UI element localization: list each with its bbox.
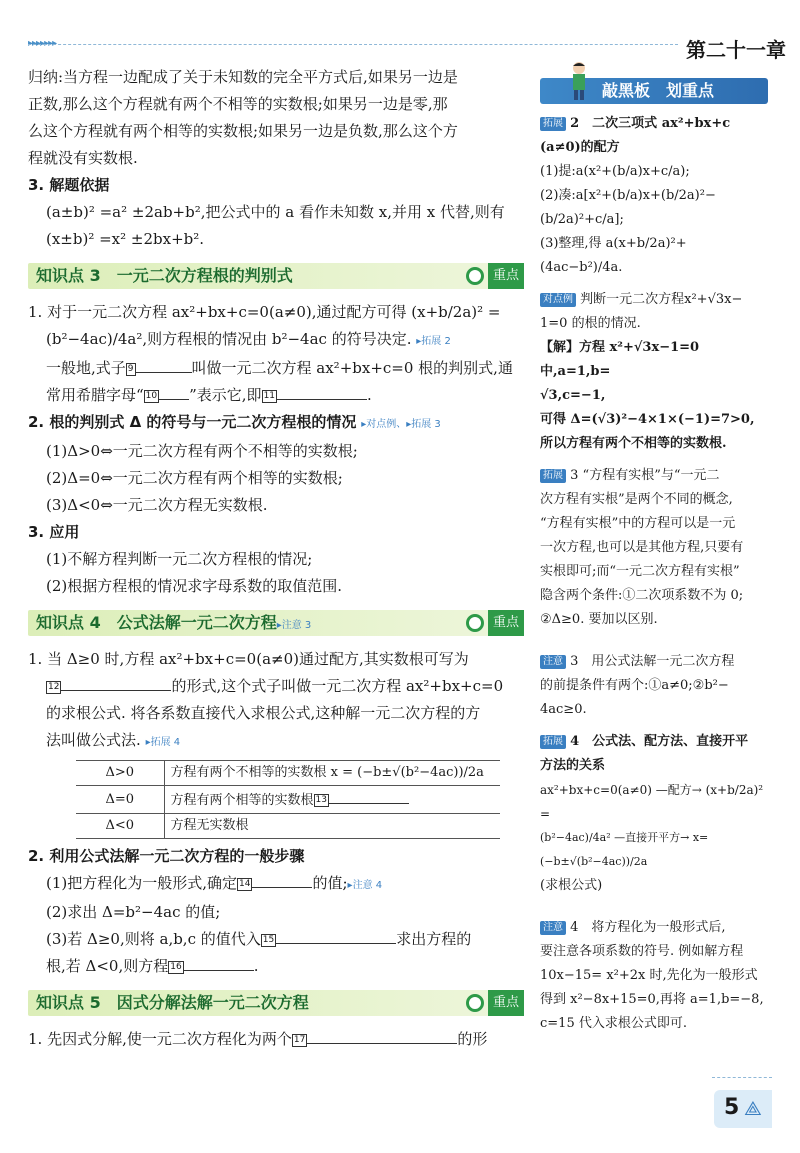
note-4-line: c=15 代入求根公式即可. bbox=[540, 1016, 687, 1031]
kp5-item1a: 1. 先因式分解,使一元二次方程化为两个 bbox=[28, 1030, 292, 1048]
kp3-item3-use: (2)根据方程根的情况求字母系数的取值范围. bbox=[46, 577, 343, 595]
kp3-item2-case: (1)Δ>0⇔一元二次方程有两个不相等的实数根; bbox=[46, 442, 358, 460]
basis-line-2: (x±b)² =x² ±2bx+b². bbox=[46, 230, 205, 248]
note-4-line: 要注意各项系数的符号. 例如解方程 bbox=[540, 944, 744, 959]
kp3-item1-line3b: 叫做一元二次方程 ax²+bx+c=0 根的判别式,通 bbox=[191, 359, 513, 377]
note-tag: 注意 bbox=[540, 921, 566, 935]
example-answer: √3,c=−1, bbox=[540, 388, 606, 403]
key-point-badge: 重点 bbox=[488, 990, 524, 1016]
extension-3-line: 次方程有实根”是两个不同的概念, bbox=[540, 492, 733, 507]
kp3-item1-line3 bbox=[28, 355, 524, 382]
summary-line: 正数,那么这个方程就有两个不相等的实数根;如果另一边是零,那 bbox=[28, 95, 448, 113]
extension-2-link[interactable]: ▸拓展 2 bbox=[416, 336, 451, 347]
example-heading bbox=[540, 288, 768, 312]
blank-number-16: 16 bbox=[170, 961, 182, 972]
kp3-item1-line1: 1. 对于一元二次方程 ax²+bx+c=0(a≠0),通过配方可得 (x+b/2a)² = bbox=[28, 303, 501, 321]
note-4-line: 4 将方程化为一般形式后, bbox=[570, 920, 726, 935]
fill-blank-9[interactable] bbox=[136, 357, 192, 373]
basis-title: 3. 解题依据 bbox=[28, 176, 110, 194]
knowledge-point-5-banner bbox=[28, 990, 524, 1016]
main-column bbox=[28, 64, 524, 1053]
table-result-text: 方程有两个相等的实数根 bbox=[170, 793, 314, 808]
extension-2-heading bbox=[540, 112, 768, 136]
note-4-line: 10x−15= x²+2x 时,先化为一般形式 bbox=[540, 968, 758, 983]
blank-number-15: 15 bbox=[262, 934, 275, 945]
summary-line: 归纳:当方程一边配成了关于未知数的完全平方式后,如果另一边是 bbox=[28, 68, 458, 86]
note-4-link[interactable]: ▸注意 4 bbox=[347, 880, 383, 891]
kp3-item3-use: (1)不解方程判断一元二次方程根的情况; bbox=[46, 550, 313, 568]
kp4-step-4a: 根,若 Δ<0,则方程 bbox=[46, 957, 169, 975]
blank-number-13: 13 bbox=[315, 795, 327, 805]
example-question-1: 判断一元二次方程x²+√3x− bbox=[580, 292, 743, 307]
blank-number-9: 9 bbox=[127, 363, 134, 374]
blank-number-11: 11 bbox=[263, 390, 276, 401]
extension-3-line: 一次方程,也可以是其他方程,只要有 bbox=[540, 540, 744, 555]
note-4-line: 得到 x²−8x+15=0,再将 a=1,b=−8, bbox=[540, 992, 764, 1007]
extension-3-line: ②Δ≥0. 要加以区别. bbox=[540, 612, 658, 627]
note-3-line: 3 用公式法解一元二次方程 bbox=[570, 654, 735, 669]
extension-3-heading bbox=[540, 464, 768, 488]
table-cell-condition: Δ>0 bbox=[76, 761, 164, 786]
kp4-item1-line2-text: 的形式,这个式子叫做一元二次方程 ax²+bx+c=0 bbox=[171, 677, 504, 695]
sidebar-title: 敲黑板 划重点 bbox=[602, 81, 715, 100]
extension-2-step: (2)凑:a[x²+(b/a)x+(b/2a)²− bbox=[540, 188, 716, 203]
note-3-link[interactable]: ▸注意 3 bbox=[276, 620, 312, 631]
example-answer: 【解】方程 x²+√3x−1=0 中,a=1,b= bbox=[540, 340, 700, 379]
note-4-heading bbox=[540, 916, 768, 940]
extension-tag: 拓展 bbox=[540, 469, 566, 483]
fill-blank-13[interactable] bbox=[329, 788, 409, 804]
kp3-item1-line2 bbox=[28, 326, 524, 355]
kp3-item2-case: (3)Δ<0⇔一元二次方程无实数根. bbox=[46, 496, 268, 514]
root-cases-table bbox=[76, 760, 500, 839]
fill-blank-17[interactable] bbox=[307, 1028, 457, 1044]
kp3-item1-line3a: 一般地,式子 bbox=[46, 359, 126, 377]
header-arrows-decoration: ▸▸▸▸▸▸▸ bbox=[28, 38, 57, 49]
footer-dashed-line bbox=[712, 1077, 772, 1078]
target-icon bbox=[466, 994, 484, 1012]
note-3-line: 4ac≥0. bbox=[540, 702, 587, 717]
kp3-item1-line2-text: (b²−4ac)/4a²,则方程根的情况由 b²−4ac 的符号决定. bbox=[46, 330, 412, 348]
kp4-item1-line4 bbox=[28, 727, 524, 756]
table-cell-result: 方程有两个不相等的实数根 x = (−b±√(b²−4ac))/2a bbox=[164, 761, 500, 786]
extension-4-link[interactable]: ▸拓展 4 bbox=[145, 737, 181, 748]
compass-logo-icon: ⟁ bbox=[744, 1096, 762, 1120]
kp4-step-3-cont: 根,若 Δ<0,则方程 16 . bbox=[46, 957, 259, 975]
fill-blank-10[interactable] bbox=[159, 384, 189, 400]
note-3-line: 的前提条件有两个:①a≠0;②b²− bbox=[540, 678, 729, 693]
kp4-title-text: 知识点 4 公式法解一元二次方程 bbox=[36, 613, 277, 632]
kp3-item1-line4: 常用希腊字母“ 10 ”表示它,即 11 . bbox=[46, 386, 372, 404]
kp4-step-1b: 的值; bbox=[312, 874, 348, 892]
kp3-item1-line4a: 常用希腊字母“ bbox=[46, 386, 144, 404]
fill-blank-14[interactable] bbox=[252, 872, 312, 888]
summary-line: 么这个方程就有两个相等的实数根;如果另一边是负数,那么这个方 bbox=[28, 122, 458, 140]
extension-4-heading bbox=[540, 730, 768, 754]
chapter-title: 第二十一章 bbox=[686, 38, 786, 62]
extension-2-title: 2 二次三项式 ax²+bx+c bbox=[570, 116, 731, 131]
knowledge-point-4-banner bbox=[28, 610, 524, 636]
note-tag: 注意 bbox=[540, 655, 566, 669]
example-question-2: 1=0 的根的情况. bbox=[540, 316, 641, 331]
knowledge-point-3-title: 知识点 3 一元二次方程根的判别式 bbox=[36, 266, 293, 285]
extension-2-step: (3)整理,得 a(x+b/2a)²+(4ac−b²)/4a. bbox=[540, 236, 687, 275]
kp4-step-3 bbox=[28, 926, 524, 953]
fill-blank-11[interactable] bbox=[277, 384, 367, 400]
extension-tag: 拓展 bbox=[540, 735, 566, 749]
table-cell-result bbox=[164, 786, 500, 814]
kp4-step-3b: 求出方程的 bbox=[396, 930, 472, 948]
basis-line-1: (a±b)² =a² ±2ab+b²,把公式中的 a 看作未知数 x,并用 x 代替,则有 bbox=[46, 203, 505, 221]
blank-number-14: 14 bbox=[239, 878, 251, 889]
extension-3-line: “方程有实根”中的方程可以是一元 bbox=[540, 516, 736, 531]
key-point-badge: 重点 bbox=[488, 263, 524, 289]
page-number-tab bbox=[714, 1090, 772, 1128]
table-cell-condition: Δ=0 bbox=[76, 786, 164, 814]
table-cell-result: 方程无实数根 bbox=[164, 814, 500, 839]
extension-4-title-cont: 方法的关系 bbox=[540, 758, 606, 773]
summary-line: 程就没有实数根. bbox=[28, 149, 138, 167]
fill-blank-12[interactable] bbox=[61, 675, 171, 691]
student-mascot-icon bbox=[566, 60, 592, 102]
fill-blank-16[interactable] bbox=[184, 955, 254, 971]
kp4-step-1a: (1)把方程化为一般形式,确定 bbox=[46, 874, 238, 892]
table-row bbox=[76, 786, 500, 814]
blank-number-10: 10 bbox=[145, 390, 158, 401]
sidebar-notes bbox=[540, 78, 768, 1036]
blank-number-17: 17 bbox=[293, 1034, 306, 1045]
kp3-item2-title bbox=[28, 409, 524, 438]
extension-4-formula: ax²+bx+c=0(a≠0) —配方→ (x+b/2a)² = bbox=[540, 783, 764, 821]
kp3-item2-case: (2)Δ=0⇔一元二次方程有两个相等的实数根; bbox=[46, 469, 343, 487]
table-cell-condition: Δ<0 bbox=[76, 814, 164, 839]
blank-number-12: 12 bbox=[48, 681, 60, 692]
note-3-heading bbox=[540, 650, 768, 674]
kp5-item1b: 的形 bbox=[457, 1030, 488, 1048]
extension-2-step: (1)提:a(x²+(b/a)x+c/a); bbox=[540, 164, 690, 179]
extension-tag: 拓展 bbox=[540, 117, 566, 131]
example-answer: 可得 Δ=(√3)²−4×1×(−1)=7>0, bbox=[540, 412, 755, 427]
extension-4-formula: (b²−4ac)/4a² —直接开平方→ x=(−b±√(b²−4ac))/2a bbox=[540, 831, 709, 868]
extension-3-line: 实根即可;而“一元二次方程有实根” bbox=[540, 564, 740, 579]
kp5-item1 bbox=[28, 1026, 524, 1053]
knowledge-point-4-title bbox=[36, 610, 311, 639]
extension-4-title: 4 公式法、配方法、直接开平 bbox=[570, 734, 749, 749]
key-point-badge: 重点 bbox=[488, 610, 524, 636]
extension-3-line: 隐含两个条件:①二次项系数不为 0; bbox=[540, 588, 744, 603]
knowledge-point-5-title: 知识点 5 因式分解法解一元二次方程 bbox=[36, 993, 309, 1012]
target-icon bbox=[466, 267, 484, 285]
kp4-step-2: (2)求出 Δ=b²−4ac 的值; bbox=[46, 903, 221, 921]
kp4-item1-line3: 的求根公式. 将各系数直接代入求根公式,这种解一元二次方程的方 bbox=[46, 704, 481, 722]
fill-blank-15[interactable] bbox=[276, 928, 396, 944]
kp4-item1-line4-text: 法叫做公式法. bbox=[46, 731, 141, 749]
example-tag: 对点例 bbox=[540, 293, 576, 307]
kp4-item1-line2 bbox=[28, 673, 524, 700]
kp4-step-3a: (3)若 Δ≥0,则将 a,b,c 的值代入 bbox=[46, 930, 261, 948]
kp4-item1-line1: 1. 当 Δ≥0 时,方程 ax²+bx+c=0(a≠0)通过配方,其实数根可写为 bbox=[28, 650, 469, 668]
example-extension-3-link[interactable]: ▸对点例、▸拓展 3 bbox=[361, 419, 441, 430]
target-icon bbox=[466, 614, 484, 632]
page-number: 5 bbox=[724, 1095, 740, 1120]
kp4-step-1 bbox=[28, 870, 524, 899]
kp3-item2-title-text: 2. 根的判别式 Δ 的符号与一元二次方程根的情况 bbox=[28, 413, 357, 431]
extension-4-formula: (求根公式) bbox=[540, 878, 603, 893]
kp3-item1-line4b: ”表示它,即 bbox=[189, 386, 262, 404]
header-dashed-line bbox=[28, 44, 678, 45]
extension-3-line: 3 “方程有实根”与“一元二 bbox=[570, 468, 720, 483]
table-row bbox=[76, 814, 500, 839]
summary-block bbox=[28, 64, 524, 172]
kp3-item3-title: 3. 应用 bbox=[28, 523, 80, 541]
extension-2-title-cont: (a≠0)的配方 bbox=[540, 140, 620, 155]
example-answer: 所以方程有两个不相等的实数根. bbox=[540, 436, 727, 451]
table-row bbox=[76, 761, 500, 786]
kp4-item2-title: 2. 利用公式法解一元二次方程的一般步骤 bbox=[28, 847, 305, 865]
extension-2-step: (b/2a)²+c/a]; bbox=[540, 212, 624, 227]
knowledge-point-3-banner bbox=[28, 263, 524, 289]
sidebar-header bbox=[540, 78, 768, 104]
